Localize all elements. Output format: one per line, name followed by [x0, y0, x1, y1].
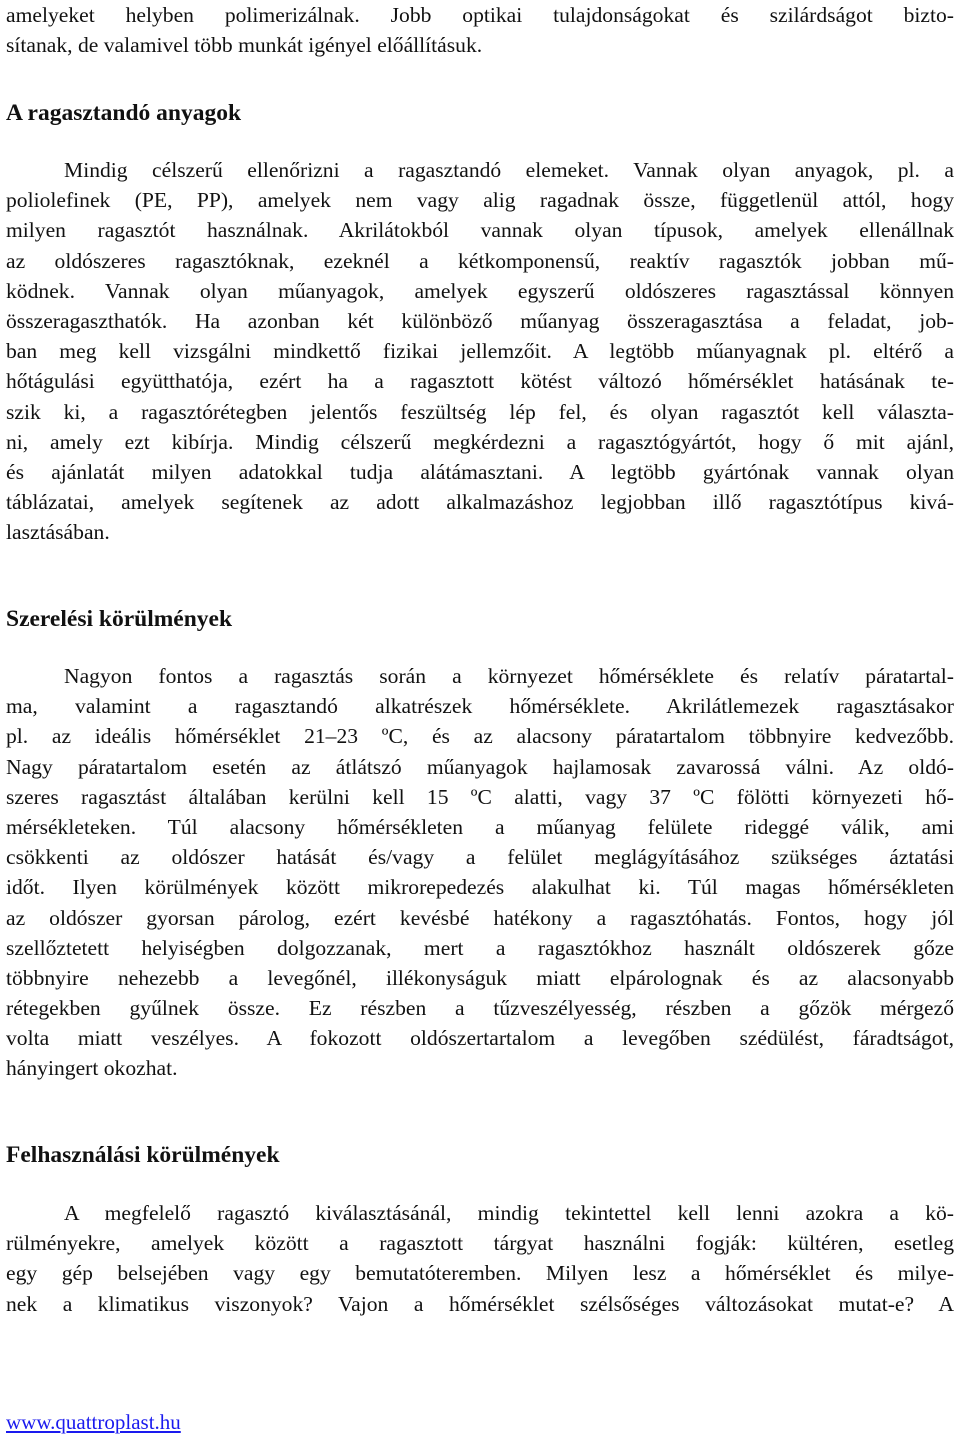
section-heading: Szerelési körülmények: [6, 606, 233, 632]
text-line: csökkenti az oldószer hatását és/vagy a felület meglágyításához szükséges áztatási: [6, 845, 954, 870]
text-line: poliolefinek (PE, PP), amelyek nem vagy alig ragadnak össze, függetlenül attól, hogy: [6, 188, 954, 213]
text-line: hőtágulási együtthatója, ezért ha a ragasztott kötést változó hőmérséklet hatásának te-: [6, 369, 954, 394]
text-line: A megfelelő ragasztó kiválasztásánál, mindig tekintettel kell lenni azokra a kö-: [64, 1201, 954, 1225]
text-line: az oldószeres ragasztóknak, ezeknél a kétkomponensű, reaktív ragasztók jobban mű-: [6, 248, 954, 273]
section-paragraph: [6, 661, 954, 1084]
text-line: ni, amely ezt kibírja. Mindig célszerű megkérdezni a ragasztógyártót, hogy ő mit ajánl,: [6, 429, 954, 454]
text-line: táblázatai, amelyek segítenek az adott alkalmazáshoz legjobban illő ragasztótípus kivá-: [6, 490, 954, 515]
text-line: többnyire nehezebb a levegőnél, illékonyságuk miatt elpárolognak és az alacsonyabb: [6, 965, 954, 990]
text-line: egy gép belsejében vagy egy bemutatóteremben. Milyen lesz a hőmérséklet és milye-: [6, 1261, 954, 1286]
text-line: rétegekben gyűlnek össze. Ez részben a tűzveszélyesség, részben a gőzök mérgező: [6, 996, 954, 1021]
text-line: összeragaszthatók. Ha azonban két különböző műanyag összeragasztása a feladat, job-: [6, 308, 954, 333]
text-line: ködnek. Vannak olyan műanyagok, amelyek egyszerű oldószeres ragasztással könnyen: [6, 278, 954, 303]
text-line: mérsékleteken. Túl alacsony hőmérsékleten a műanyag felülete rideggé válik, ami: [6, 814, 954, 839]
text-line: az oldószer gyorsan párolog, ezért kevésbé hatékony a ragasztóhatás. Fontos, hogy jól: [6, 905, 954, 930]
text-line: szik ki, a ragasztórétegben jelentős feszültség lép fel, és olyan ragasztót kell választa-: [6, 399, 954, 424]
text-line: és ajánlatát milyen adatokkal tudja alátámasztani. A legtöbb gyártónak vannak olyan: [6, 459, 954, 484]
text-line: időt. Ilyen körülmények között mikrorepedezés alakulhat ki. Túl magas hőmérsékleten: [6, 875, 954, 900]
text-line: volta miatt veszélyes. A fokozott oldószertartalom a levegőben szédülést, fáradtságot,: [6, 1026, 954, 1051]
text-line: rülményekre, amelyek között a ragasztott tárgyat használni fogják: kültéren, esetleg: [6, 1231, 954, 1256]
text-line: sítanak, de valamivel több munkát igényel előállításuk.: [6, 33, 483, 58]
text-line: hányingert okozhat.: [6, 1056, 178, 1081]
text-line: pl. az ideális hőmérséklet 21–23 ºC, és az alacsony páratartalom többnyire kedvezőbb.: [6, 724, 954, 749]
footer-website-link[interactable]: www.quattroplast.hu: [6, 1410, 181, 1434]
text-line: ma, valamint a ragasztandó alkatrészek hőmérséklete. Akrilátlemezek ragasztásakor: [6, 694, 954, 719]
text-line: Nagy páratartalom esetén az átlátszó műanyagok hajlamosak zavarossá válni. Az oldó-: [6, 754, 954, 779]
text-line: Nagyon fontos a ragasztás során a környezet hőmérséklete és relatív páratartal-: [64, 664, 954, 688]
text-line: nek a klimatikus viszonyok? Vajon a hőmérséklet szélsőséges változásokat mutat-e? A: [6, 1291, 954, 1316]
text-line: szellőztetett helyiségben dolgozzanak, mert a ragasztókhoz használt oldószerek gőze: [6, 935, 954, 960]
text-line: lasztásában.: [6, 520, 110, 545]
section-heading: Felhasználási körülmények: [6, 1142, 280, 1168]
text-line: szeres ragasztást általában kerülni kell 15 ºC alatti, vagy 37 ºC fölötti környezeti hő-: [6, 784, 954, 809]
text-line: Mindig célszerű ellenőrizni a ragasztandó elemeket. Vannak olyan anyagok, pl. a: [64, 158, 954, 182]
text-line: amelyeket helyben polimerizálnak. Jobb optikai tulajdonságokat és szilárdságot bizto-: [6, 3, 954, 27]
intro-paragraph: [6, 0, 954, 60]
section-paragraph: [6, 155, 954, 547]
section-heading: A ragasztandó anyagok: [6, 100, 242, 126]
text-line: ban meg kell vizsgálni mindkettő fizikai jellemzőit. A legtöbb műanyagnak pl. eltérő a: [6, 339, 954, 364]
text-line: milyen ragasztót használnak. Akrilátokból vannak olyan típusok, amelyek ellenállnak: [6, 218, 954, 243]
section-paragraph: [6, 1198, 954, 1319]
